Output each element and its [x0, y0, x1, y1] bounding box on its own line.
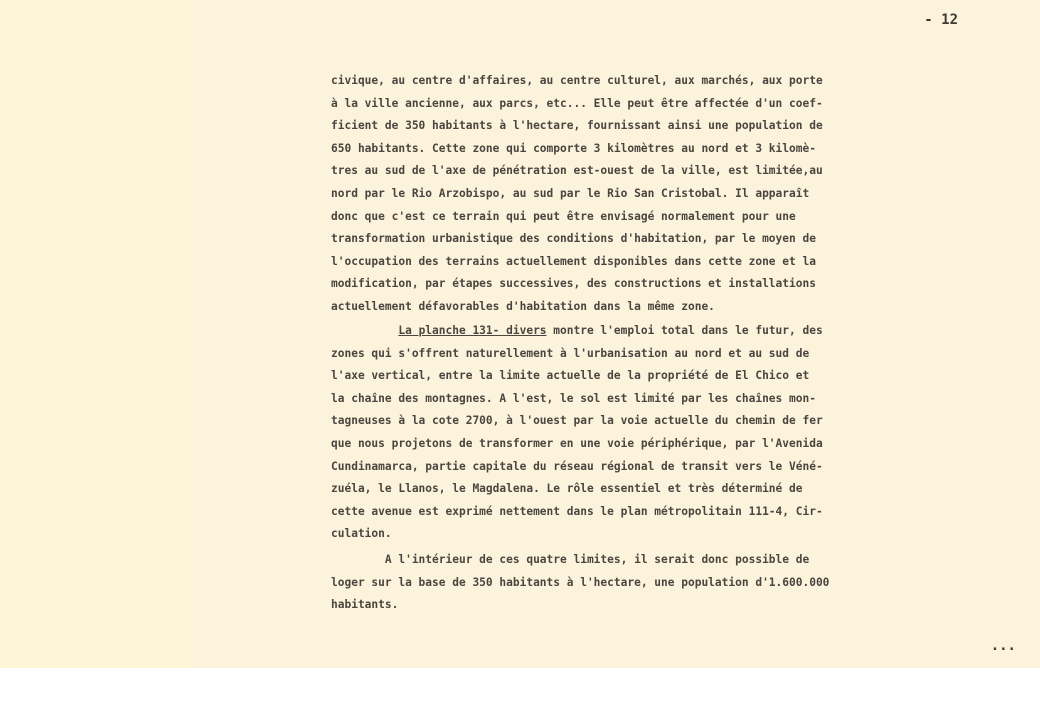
- page-margin: [0, 0, 194, 668]
- text-line: la chaîne des montagnes. A l'est, le sol est limité par les chaînes mon-: [331, 391, 816, 405]
- text-line: transformation urbanistique des conditions d'habitation, par le moyen de: [331, 232, 816, 246]
- text-line: à la ville ancienne, aux parcs, etc... Elle peut être affectée d'un coef-: [331, 96, 823, 110]
- paragraph-2: [331, 320, 933, 546]
- text-line: tagneuses à la cote 2700, à l'ouest par la voie actuelle du chemin de fer: [331, 414, 823, 428]
- text-line: zones qui s'offrent naturellement à l'urbanisation au nord et au sud de: [331, 346, 810, 360]
- text-line: cette avenue est exprimé nettement dans le plan métropolitain 111-4, Cir-: [331, 504, 823, 518]
- text-line: nord par le Rio Arzobispo, au sud par le Rio San Cristobal. Il apparaît: [331, 186, 810, 200]
- continuation-marker: ...: [990, 638, 1016, 654]
- text-line: que nous projetons de transformer en une voie périphérique, par l'Avenida: [331, 436, 823, 450]
- paragraph-3: [331, 549, 933, 617]
- text-line: l'axe vertical, entre la limite actuelle de la propriété de El Chico et: [331, 369, 810, 383]
- text-line: habitants.: [331, 598, 399, 612]
- text-line: loger sur la base de 350 habitants à l'hectare, une population d'1.600.000: [331, 575, 830, 589]
- text-line: l'occupation des terrains actuellement disponibles dans cette zone et la: [331, 254, 816, 268]
- text-line: modification, par étapes successives, des constructions et installations: [331, 277, 816, 291]
- text-line: culation.: [331, 527, 392, 541]
- text-line: A l'intérieur de ces quatre limites, il serait donc possible de: [331, 553, 810, 566]
- paragraph-1: [331, 70, 933, 319]
- text-line: Cundinamarca, partie capitale du réseau régional de transit vers le Véné-: [331, 459, 823, 473]
- text-line: tres au sud de l'axe de pénétration est-ouest de la ville, est limitée,au: [331, 164, 823, 178]
- text-line: ficient de 350 habitants à l'hectare, fournissant ainsi une population de: [331, 119, 823, 133]
- text-line: civique, au centre d'affaires, au centre culturel, aux marchés, aux porte: [331, 74, 823, 87]
- page-number: - 12: [924, 12, 958, 28]
- plate-reference: La planche 131- divers: [398, 324, 547, 337]
- typed-page: [194, 0, 1040, 668]
- text-line: donc que c'est ce terrain qui peut être envisagé normalement pour une: [331, 209, 796, 223]
- text-line: zuéla, le Llanos, le Magdalena. Le rôle essentiel et très déterminé de: [331, 482, 803, 496]
- text-line: montre l'emploi total dans le futur, des: [546, 324, 823, 337]
- text-line: 650 habitants. Cette zone qui comporte 3 kilomètres au nord et 3 kilomè-: [331, 141, 816, 155]
- text-line: actuellement défavorables d'habitation dans la même zone.: [331, 299, 715, 313]
